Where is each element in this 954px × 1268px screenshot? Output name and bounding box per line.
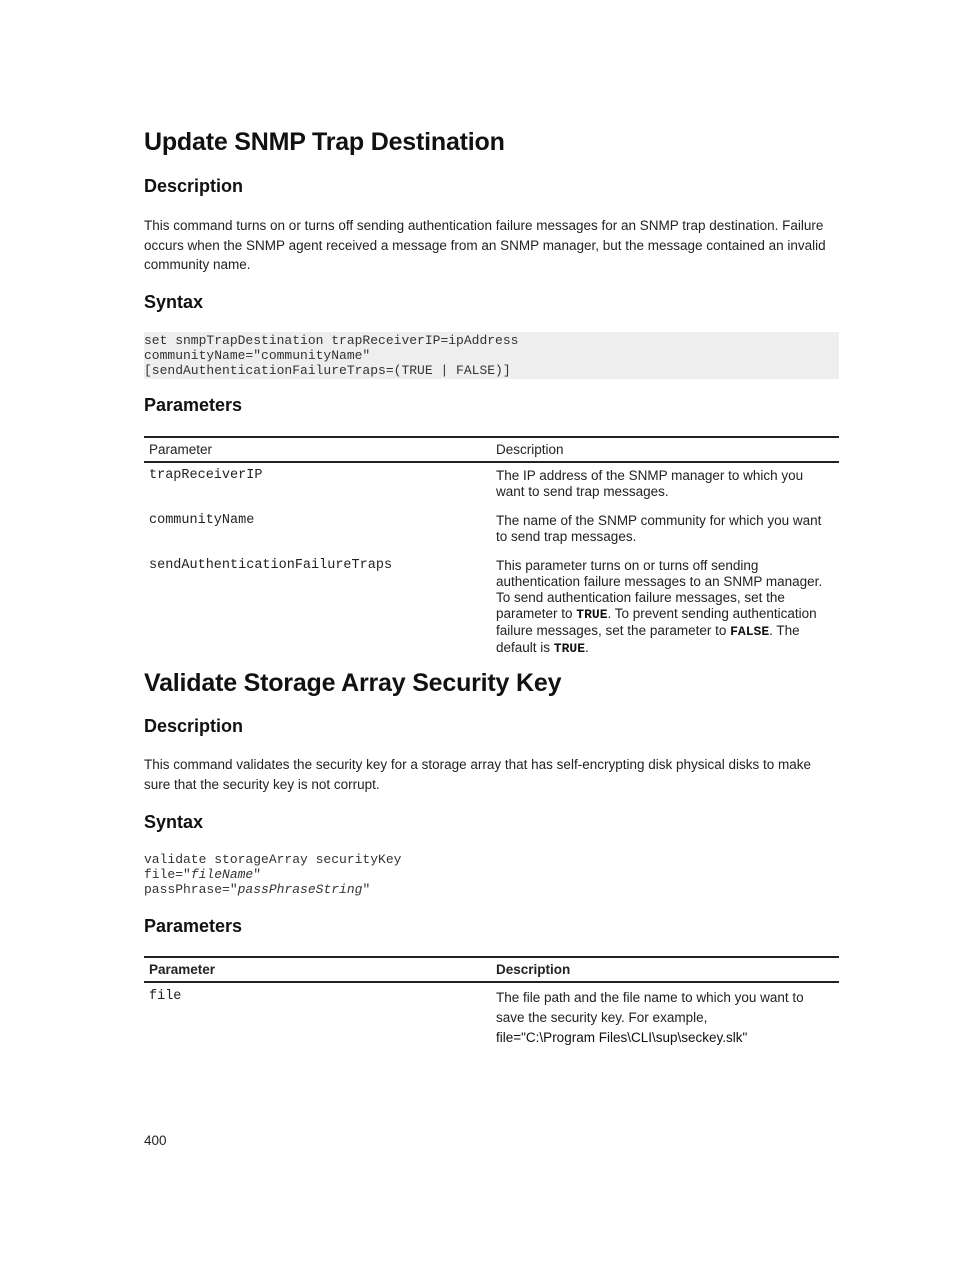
syntax-text: file=" <box>144 867 191 882</box>
parameter-name: communityName <box>149 513 255 528</box>
section-title: Update SNMP Trap Destination <box>144 128 505 156</box>
keyword-false: FALSE <box>730 624 770 639</box>
syntax-line <box>144 882 839 897</box>
section-title: Validate Storage Array Security Key <box>144 669 562 697</box>
syntax-variable: passPhraseString <box>237 882 363 897</box>
parameter-name: trapReceiverIP <box>149 468 263 483</box>
description-heading: Description <box>144 716 244 736</box>
parameters-table <box>144 956 839 1052</box>
syntax-line: [sendAuthenticationFailureTraps=(TRUE | FALSE)] <box>144 363 511 378</box>
parameter-description: The name of the SNMP community for which you want to send trap messages. <box>496 513 822 544</box>
page-number: 400 <box>144 1133 167 1148</box>
table-row <box>144 462 839 509</box>
table-row <box>144 982 839 1052</box>
syntax-heading: Syntax <box>144 812 204 832</box>
syntax-line: validate storageArray securityKey <box>144 852 402 867</box>
parameters-heading: Parameters <box>144 395 243 415</box>
description-text: This command turns on or turns off sending authentication failure messages for an SNMP trap destination. Failure occurs when the SNMP agent received a message from an SNMP manager, but the message contained an invalid community name. <box>144 218 826 272</box>
table-row <box>144 554 839 661</box>
syntax-line: communityName="communityName" <box>144 348 371 363</box>
syntax-text: " <box>362 882 371 897</box>
syntax-text: passPhrase=" <box>144 882 238 897</box>
description-text: This command validates the security key for a storage array that has self-encrypting disk physical disks to make sure that the security key is not corrupt. <box>144 757 812 792</box>
description-text-part: The file path and the file name to which you want to save the security key. For example, <box>496 990 804 1025</box>
column-header-parameter: Parameter <box>144 437 491 462</box>
description-text-part: This parameter turns on or turns off sending authentication failure messages to an SNMP manager. To send authentication failure messages, set the parameter to <box>496 558 823 621</box>
parameter-description: The IP address of the SNMP manager to which you want to send trap messages. <box>496 468 804 499</box>
parameters-table <box>144 436 839 661</box>
example-path: file="C:\Program Files\CLI\sup\seckey.slk" <box>496 1030 748 1045</box>
keyword-true: TRUE <box>553 641 586 656</box>
syntax-code-block <box>144 332 839 379</box>
parameter-description <box>491 554 839 661</box>
parameter-description <box>491 982 839 1052</box>
table-header-row <box>144 957 839 982</box>
syntax-variable: fileName <box>190 867 254 882</box>
syntax-line: set snmpTrapDestination trapReceiverIP=ipAddress <box>144 333 519 348</box>
parameters-heading: Parameters <box>144 916 243 936</box>
description-text-part: . <box>585 640 589 655</box>
parameter-name: sendAuthenticationFailureTraps <box>149 558 393 573</box>
syntax-heading: Syntax <box>144 292 204 312</box>
keyword-true: TRUE <box>576 607 608 622</box>
column-header-description: Description <box>491 957 839 982</box>
column-header-description: Description <box>491 437 839 462</box>
syntax-code-block <box>144 852 839 897</box>
parameter-name: file <box>149 989 182 1004</box>
syntax-text: " <box>253 867 262 882</box>
description-text-part: . The default is <box>496 623 800 655</box>
table-header-row <box>144 437 839 462</box>
description-heading: Description <box>144 176 244 196</box>
column-header-parameter: Parameter <box>144 957 491 982</box>
description-text-part: . To prevent sending authentication failure messages, set the parameter to <box>496 606 817 638</box>
syntax-line <box>144 867 839 882</box>
table-row <box>144 509 839 554</box>
